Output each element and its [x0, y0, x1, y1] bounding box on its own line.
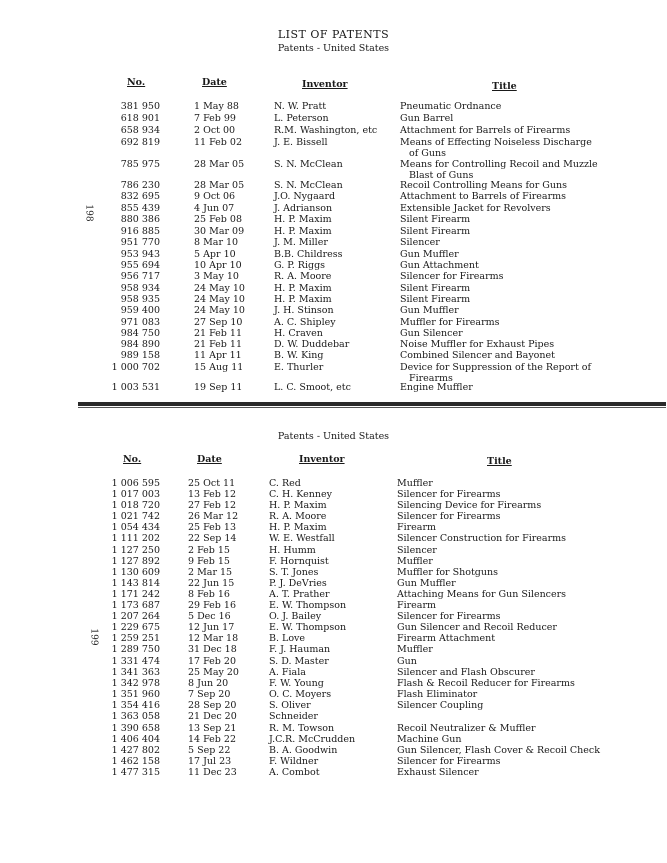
patent-date: 14 Feb 22 [188, 734, 236, 745]
patent-inventor: B.B. Childress [274, 249, 343, 260]
patent-inventor: H. Humm [269, 545, 316, 556]
patent-date: 26 Mar 12 [188, 511, 239, 522]
patent-inventor: E. W. Thompson [269, 600, 347, 611]
patent-title: Silencer Coupling [397, 700, 484, 711]
patent-date: 27 Feb 12 [188, 500, 236, 511]
table-row [0, 611, 667, 622]
patent-date: 24 May 10 [194, 283, 245, 294]
patent-title-continuation: Blast of Guns [409, 170, 474, 181]
patent-title: Firearm [397, 600, 437, 611]
patent-title: Noise Muffler for Exhaust Pipes [400, 339, 555, 350]
patent-inventor: R. A. Moore [274, 271, 332, 282]
patent-date: 21 Feb 11 [194, 328, 242, 339]
patent-number: 658 934 [120, 125, 160, 136]
patent-date: 5 Dec 16 [188, 611, 231, 622]
patent-date: 25 May 20 [188, 667, 239, 678]
table-row [0, 113, 667, 124]
patent-title: Silencer [397, 545, 437, 556]
page-number-198: 198 [83, 204, 94, 222]
patent-number: 1 003 531 [111, 382, 160, 393]
patent-inventor: J. E. Bissell [274, 137, 328, 148]
patent-date: 5 Apr 10 [194, 249, 236, 260]
patent-title: Firearm Attachment [397, 633, 496, 644]
patent-date: 1 May 88 [194, 101, 239, 112]
table-row [0, 545, 667, 556]
table-row [0, 362, 667, 373]
patent-title: Recoil Controlling Means for Guns [400, 180, 567, 191]
patent-title: Flash & Recoil Reducer for Firearms [397, 678, 575, 689]
patent-date: 28 Sep 20 [188, 700, 237, 711]
page-number-199: 199 [88, 628, 99, 646]
patent-number: 1 477 315 [111, 767, 160, 778]
patent-number: 1 127 250 [111, 545, 160, 556]
patent-number: 692 819 [120, 137, 160, 148]
patent-inventor: G. P. Riggs [274, 260, 326, 271]
patent-number: 1 018 720 [111, 500, 160, 511]
patent-inventor: H. P. Maxim [274, 214, 332, 225]
patent-date: 24 May 10 [194, 294, 245, 305]
table-row [0, 489, 667, 500]
patent-title: Silent Firearm [400, 214, 471, 225]
patent-date: 28 Mar 05 [194, 159, 245, 170]
patent-title: Means of Effecting Noiseless Discharge [400, 137, 592, 148]
table-row [0, 689, 667, 700]
patent-inventor: L. C. Smoot, etc [274, 382, 351, 393]
patent-title: Gun Attachment [400, 260, 479, 271]
col-header-title: Title [492, 81, 517, 92]
patent-inventor: S. D. Master [269, 656, 329, 667]
table-row [0, 180, 667, 191]
patent-title: Recoil Neutralizer & Muffler [397, 723, 536, 734]
patent-inventor: F. J. Hauman [269, 644, 331, 655]
patent-title: Silencer for Firearms [397, 756, 501, 767]
patent-inventor: C. Red [269, 478, 301, 489]
patent-date: 11 Feb 02 [194, 137, 242, 148]
page-title: LIST OF PATENTS [277, 28, 390, 41]
patent-inventor: H. Craven [274, 328, 323, 339]
patent-number: 1 462 158 [111, 756, 160, 767]
patent-date: 7 Sep 20 [188, 689, 231, 700]
patent-number: 1 000 702 [111, 362, 160, 373]
patent-number: 1 207 264 [111, 611, 160, 622]
patent-number: 971 083 [120, 317, 160, 328]
patent-title: Silencer for Firearms [400, 271, 504, 282]
patent-inventor: H. P. Maxim [274, 226, 332, 237]
patent-title: Gun Silencer, Flash Cover & Recoil Check [397, 745, 600, 756]
table-row [0, 137, 667, 148]
patent-inventor: B. W. King [274, 350, 324, 361]
patent-number: 855 439 [120, 203, 160, 214]
patent-number: 1 406 404 [111, 734, 160, 745]
table-row [0, 578, 667, 589]
section2-subtitle: Patents - United States [277, 431, 390, 442]
table-row [0, 260, 667, 271]
patent-date: 17 Jul 23 [188, 756, 232, 767]
table-row [0, 305, 667, 316]
table-row [0, 237, 667, 248]
patent-number: 1 331 474 [111, 656, 160, 667]
table-row [0, 723, 667, 734]
table-row [0, 633, 667, 644]
patent-number: 1 173 687 [111, 600, 160, 611]
table-row [0, 767, 667, 778]
table-row [0, 756, 667, 767]
patent-inventor: E. W. Thompson [269, 622, 347, 633]
patent-date: 11 Apr 11 [194, 350, 242, 361]
table-row [0, 711, 667, 722]
patent-date: 2 Feb 15 [188, 545, 230, 556]
patent-title: Silencer [400, 237, 440, 248]
patent-title: Machine Gun [397, 734, 462, 745]
patent-title: Gun Barrel [400, 113, 454, 124]
table-row [0, 667, 667, 678]
patent-title: Silencer for Firearms [397, 611, 501, 622]
patent-title: Attaching Means for Gun Silencers [397, 589, 567, 600]
patent-number: 953 943 [120, 249, 160, 260]
table-row [0, 382, 667, 393]
patent-number: 1 354 416 [111, 700, 160, 711]
patent-date: 31 Dec 18 [188, 644, 237, 655]
patent-title: Silencer and Flash Obscurer [397, 667, 535, 678]
page-subtitle: Patents - United States [277, 43, 390, 54]
patent-date: 15 Aug 11 [194, 362, 244, 373]
table-row [0, 678, 667, 689]
patent-date: 8 Mar 10 [194, 237, 239, 248]
patent-inventor: A. T. Prather [269, 589, 330, 600]
col-header-date: Date [202, 77, 227, 88]
section-divider-thin [78, 407, 666, 408]
patent-title: Means for Controlling Recoil and Muzzle [400, 159, 598, 170]
patent-inventor: O. C. Moyers [269, 689, 332, 700]
table-row [0, 567, 667, 578]
table-row [0, 745, 667, 756]
table-row [0, 271, 667, 282]
patent-inventor: P. J. DeVries [269, 578, 327, 589]
patent-inventor: R.M. Washington, etc [274, 125, 378, 136]
patent-title: Exhaust Silencer [397, 767, 479, 778]
patent-inventor: H. P. Maxim [269, 500, 327, 511]
patent-inventor: S. Oliver [269, 700, 311, 711]
table-row [0, 294, 667, 305]
table-row [0, 700, 667, 711]
patent-title: Muffler [397, 556, 433, 567]
table-row [0, 101, 667, 112]
patent-number: 1 006 595 [111, 478, 160, 489]
patent-number: 1 351 960 [111, 689, 160, 700]
patent-date: 13 Sep 21 [188, 723, 237, 734]
patent-number: 1 021 742 [111, 511, 160, 522]
patent-title: Muffler for Shotguns [397, 567, 498, 578]
table-row [0, 283, 667, 294]
patent-title: Extensible Jacket for Revolvers [400, 203, 551, 214]
patent-date: 12 Jun 17 [188, 622, 235, 633]
patent-date: 8 Jun 20 [188, 678, 229, 689]
patent-title: Device for Suppression of the Report of [400, 362, 592, 373]
patent-number: 381 950 [120, 101, 160, 112]
table-row [0, 478, 667, 489]
patent-date: 11 Dec 23 [188, 767, 237, 778]
patent-title: Muffler [397, 644, 433, 655]
patent-date: 17 Feb 20 [188, 656, 236, 667]
section-divider [78, 402, 666, 406]
table-row [0, 191, 667, 202]
patent-number: 785 975 [120, 159, 160, 170]
patent-date: 9 Feb 15 [188, 556, 230, 567]
patent-date: 24 May 10 [194, 305, 245, 316]
table-row [0, 159, 667, 170]
patent-date: 5 Sep 22 [188, 745, 231, 756]
col-header-date-2: Date [197, 454, 222, 465]
patent-inventor: A. Combot [269, 767, 320, 778]
patent-number: 1 054 434 [111, 522, 160, 533]
patent-title: Firearm [397, 522, 437, 533]
patent-date: 22 Jun 15 [188, 578, 235, 589]
patent-number: 989 158 [120, 350, 160, 361]
patent-number: 1 111 202 [111, 533, 160, 544]
patent-inventor: C. H. Kenney [269, 489, 332, 500]
patent-number: 832 695 [120, 191, 160, 202]
patent-inventor: N. W. Pratt [274, 101, 327, 112]
patent-date: 27 Sep 10 [194, 317, 243, 328]
patent-inventor: H. P. Maxim [269, 522, 327, 533]
patent-title: Pneumatic Ordnance [400, 101, 502, 112]
patent-title: Attachment for Barrels of Firearms [400, 125, 571, 136]
patent-date: 30 Mar 09 [194, 226, 245, 237]
patent-inventor: L. Peterson [274, 113, 329, 124]
patent-number: 916 885 [120, 226, 160, 237]
patent-title: Silencing Device for Firearms [397, 500, 542, 511]
patent-date: 9 Oct 06 [194, 191, 236, 202]
patent-title: Engine Muffler [400, 382, 473, 393]
patent-date: 2 Oct 00 [194, 125, 236, 136]
table-row [0, 522, 667, 533]
patent-title: Gun Silencer and Recoil Reducer [397, 622, 557, 633]
table-row [0, 500, 667, 511]
patent-inventor: F. W. Young [269, 678, 324, 689]
table-row [0, 622, 667, 633]
table-row [0, 556, 667, 567]
patent-inventor: J.C.R. McCrudden [269, 734, 356, 745]
patent-date: 10 Apr 10 [194, 260, 242, 271]
table-row [0, 511, 667, 522]
col-header-no: No. [127, 77, 146, 88]
patent-inventor: A. Fiala [269, 667, 306, 678]
patent-number: 1 171 242 [111, 589, 160, 600]
patent-number: 956 717 [120, 271, 160, 282]
patent-title-continuation: of Guns [409, 148, 446, 159]
patent-title: Combined Silencer and Bayonet [400, 350, 555, 361]
table-row [0, 600, 667, 611]
patent-date: 2 Mar 15 [188, 567, 233, 578]
patent-date: 22 Sep 14 [188, 533, 237, 544]
col-header-inventor-2: Inventor [299, 454, 345, 465]
patent-number: 955 694 [120, 260, 160, 271]
patent-number: 1 143 814 [111, 578, 160, 589]
patent-number: 1 341 363 [111, 667, 160, 678]
patent-date: 25 Oct 11 [188, 478, 236, 489]
col-header-title-2: Title [487, 456, 512, 467]
patent-title: Silencer for Firearms [397, 489, 501, 500]
patent-inventor: B. A. Goodwin [269, 745, 338, 756]
patent-title: Gun Silencer [400, 328, 463, 339]
patent-inventor: J. Adrianson [274, 203, 333, 214]
patent-inventor: Schneider [269, 711, 318, 722]
table-row [0, 350, 667, 361]
patent-number: 1 017 003 [111, 489, 160, 500]
patent-title: Gun Muffler [400, 305, 459, 316]
patent-number: 618 901 [120, 113, 160, 124]
table-row [0, 339, 667, 350]
table-row [0, 226, 667, 237]
patent-inventor: D. W. Duddebar [274, 339, 350, 350]
table-row [0, 589, 667, 600]
patent-number: 1 342 978 [111, 678, 160, 689]
patent-inventor: B. Love [269, 633, 306, 644]
patent-title: Gun Muffler [400, 249, 459, 260]
patent-inventor: J.O. Nygaard [274, 191, 336, 202]
patent-title-continuation: Firearms [409, 373, 453, 384]
patent-number: 1 259 251 [111, 633, 160, 644]
table-row [0, 656, 667, 667]
patent-inventor: H. P. Maxim [274, 283, 332, 294]
patent-number: 1 363 058 [111, 711, 160, 722]
patent-number: 1 289 750 [111, 644, 160, 655]
patent-date: 12 Mar 18 [188, 633, 239, 644]
patent-date: 21 Feb 11 [194, 339, 242, 350]
patent-date: 7 Feb 99 [194, 113, 236, 124]
patent-inventor: O. J. Bailey [269, 611, 322, 622]
table-row [0, 249, 667, 260]
patent-date: 29 Feb 16 [188, 600, 236, 611]
patent-number: 984 890 [120, 339, 160, 350]
patent-number: 1 229 675 [111, 622, 160, 633]
patent-date: 3 May 10 [194, 271, 239, 282]
patent-date: 19 Sep 11 [194, 382, 243, 393]
patent-number: 959 400 [120, 305, 160, 316]
patent-date: 25 Feb 13 [188, 522, 236, 533]
patent-title: Muffler [397, 478, 433, 489]
patent-inventor: S. T. Jones [269, 567, 319, 578]
patent-title: Muffler for Firearms [400, 317, 500, 328]
table-row [0, 328, 667, 339]
patent-date: 8 Feb 16 [188, 589, 230, 600]
patent-inventor: J. H. Stinson [274, 305, 334, 316]
patent-inventor: F. Wildner [269, 756, 319, 767]
patent-number: 1 127 892 [111, 556, 160, 567]
patent-number: 880 386 [120, 214, 160, 225]
col-header-inventor: Inventor [302, 79, 348, 90]
patent-date: 4 Jun 07 [194, 203, 235, 214]
table-row [0, 317, 667, 328]
patent-date: 28 Mar 05 [194, 180, 245, 191]
patent-number: 984 750 [120, 328, 160, 339]
patent-inventor: R. M. Towson [269, 723, 335, 734]
col-header-no-2: No. [123, 454, 142, 465]
patent-inventor: J. M. Miller [274, 237, 328, 248]
patent-number: 958 935 [120, 294, 160, 305]
patent-date: 13 Feb 12 [188, 489, 236, 500]
patent-inventor: S. N. McClean [274, 180, 343, 191]
patent-inventor: W. E. Westfall [269, 533, 335, 544]
table-row [0, 125, 667, 136]
patent-inventor: F. Hornquist [269, 556, 329, 567]
table-row [0, 214, 667, 225]
patent-inventor: H. P. Maxim [274, 294, 332, 305]
table-row [0, 644, 667, 655]
patent-number: 1 427 802 [111, 745, 160, 756]
patent-number: 786 230 [120, 180, 160, 191]
table-row [0, 203, 667, 214]
patent-title: Gun Muffler [397, 578, 456, 589]
patent-number: 1 390 658 [111, 723, 160, 734]
patent-title: Attachment to Barrels of Firearms [400, 191, 566, 202]
patent-number: 958 934 [120, 283, 160, 294]
patent-title: Silencer Construction for Firearms [397, 533, 567, 544]
table-row [0, 533, 667, 544]
patent-inventor: E. Thurler [274, 362, 324, 373]
patent-date: 25 Feb 08 [194, 214, 242, 225]
patent-inventor: S. N. McClean [274, 159, 343, 170]
patent-inventor: R. A. Moore [269, 511, 327, 522]
patent-title: Silent Firearm [400, 294, 471, 305]
patent-title: Gun [397, 656, 417, 667]
patent-title: Silencer for Firearms [397, 511, 501, 522]
patent-number: 1 130 609 [111, 567, 160, 578]
patent-title: Silent Firearm [400, 283, 471, 294]
patent-title: Silent Firearm [400, 226, 471, 237]
patent-title: Flash Eliminator [397, 689, 478, 700]
table-row [0, 734, 667, 745]
patent-date: 21 Dec 20 [188, 711, 237, 722]
patent-number: 951 770 [120, 237, 160, 248]
patent-inventor: A. C. Shipley [274, 317, 336, 328]
